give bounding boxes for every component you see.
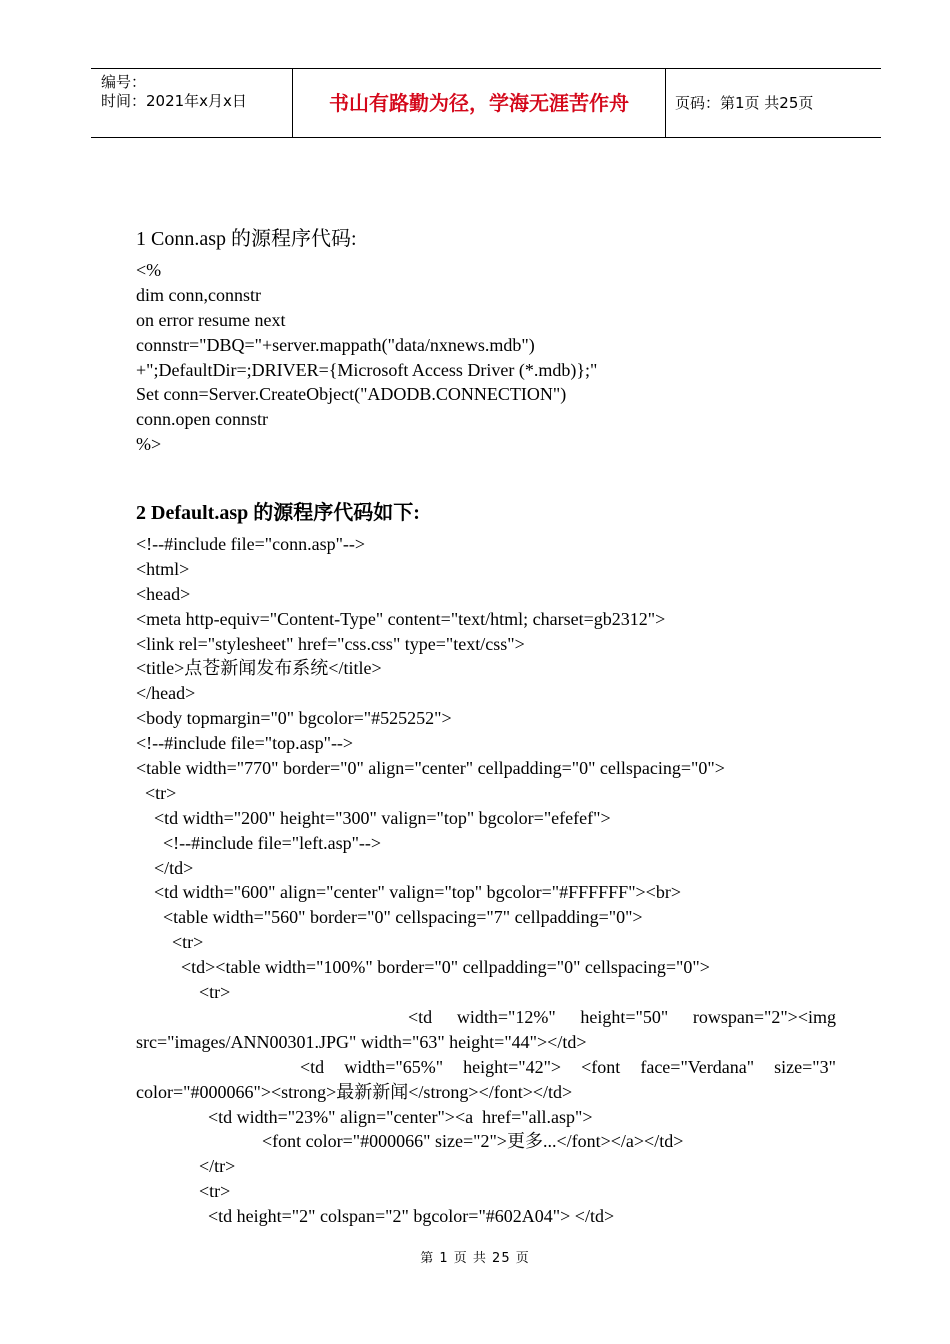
code-line: <td><table width="100%" border="0" cellpadding="0" cellspacing="0"> <box>136 957 710 978</box>
code-line: <font color="#000066" size="2">更多...</font></a></td> <box>136 1131 684 1152</box>
code-line: <table width="770" border="0" align="center" cellpadding="0" cellspacing="0"> <box>136 758 725 779</box>
code-line: %> <box>136 434 162 455</box>
code-line: <td width="600" align="center" valign="top" bgcolor="#FFFFFF"><br> <box>136 882 681 903</box>
code-line: <table width="560" border="0" cellspacing="7" cellpadding="0"> <box>136 907 643 928</box>
page-footer: 第 1 页 共 25 页 <box>420 1251 530 1266</box>
code-line: <td width="12%" height="50" rowspan="2"><img src="images/ANN00301.JPG" width="63" height="44"></td> <box>136 1006 836 1052</box>
code-line: <tr> <box>136 932 204 953</box>
code-line: </td> <box>136 857 194 878</box>
code-line: <tr> <box>136 782 177 803</box>
code-line: </head> <box>136 683 196 704</box>
code-line: <body topmargin="0" bgcolor="#525252"> <box>136 708 452 729</box>
code-line: <!--#include file="top.asp"--> <box>136 733 354 754</box>
default-asp-code <box>136 532 836 1229</box>
code-line: <link rel="stylesheet" href="css.css" type="text/css"> <box>136 633 525 654</box>
section-2-heading: 2 Default.asp 的源程序代码如下: <box>136 502 420 524</box>
code-line: <td width="200" height="300" valign="top" bgcolor="efefef"> <box>136 807 611 828</box>
doc-number-label: 编号： <box>101 73 147 91</box>
code-line: Set conn=Server.CreateObject("ADODB.CONNECTION") <box>136 384 567 405</box>
code-line: <meta http-equiv="Content-Type" content="text/html; charset=gb2312"> <box>136 608 666 629</box>
code-line: <td height="2" colspan="2" bgcolor="#602A04"> </td> <box>136 1206 615 1227</box>
section-1-heading: 1 Conn.asp 的源程序代码: <box>136 228 357 250</box>
code-line: dim conn,connstr <box>136 284 261 305</box>
code-line: <tr> <box>136 982 231 1003</box>
header-meta-cell <box>91 69 293 137</box>
code-line: +";DefaultDir=;DRIVER={Microsoft Access Driver (*.mdb)};" <box>136 359 598 380</box>
code-line: <html> <box>136 558 190 579</box>
code-line: </tr> <box>136 1156 236 1177</box>
code-line: connstr="DBQ="+server.mappath("data/nxnews.mdb") <box>136 334 535 355</box>
code-line: <head> <box>136 583 191 604</box>
code-line: <title>点苍新闻发布系统</title> <box>136 658 382 679</box>
conn-asp-code <box>136 258 836 457</box>
code-line: conn.open connstr <box>136 409 268 430</box>
header-motto: 书山有路勤为径，学海无涯苦作舟 <box>293 69 666 137</box>
code-line: <!--#include file="conn.asp"--> <box>136 534 366 554</box>
code-line: <td width="23%" align="center"><a href="all.asp"> <box>136 1106 593 1127</box>
code-line: on error resume next <box>136 309 286 330</box>
code-line: <% <box>136 260 162 280</box>
code-line: <td width="65%" height="42"> <font face="Verdana" size="3" color="#000066"><strong>最新新闻</strong></font></td> <box>136 1056 836 1102</box>
doc-date-label: 时间：2021年x月x日 <box>101 92 247 110</box>
header-page-info: 页码：第1页 共25页 <box>675 94 814 112</box>
page-header <box>91 68 881 138</box>
code-line: <!--#include file="left.asp"--> <box>136 832 382 853</box>
code-line: <tr> <box>136 1181 231 1202</box>
